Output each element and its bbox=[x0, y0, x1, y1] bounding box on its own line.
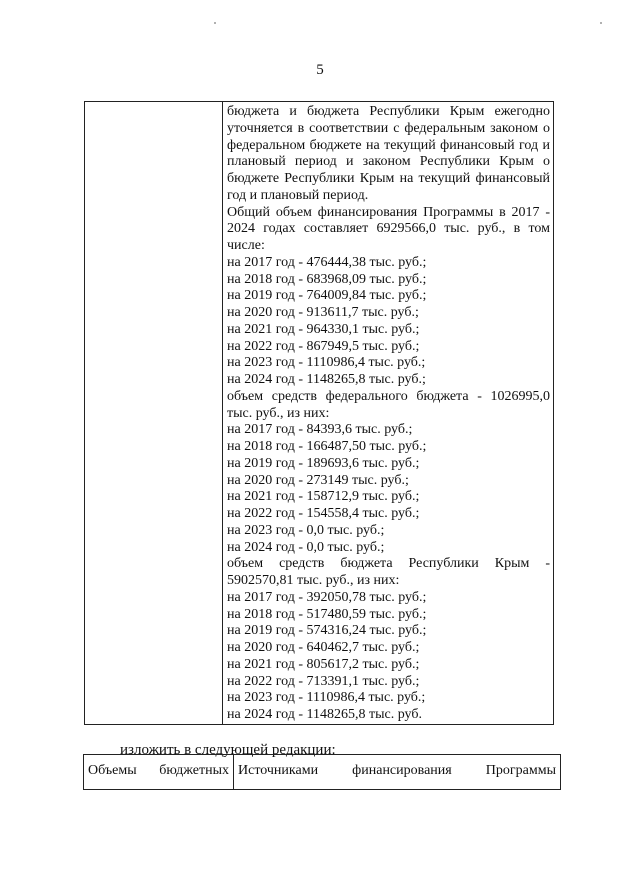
year-amount-line: на 2019 год - 764009,84 тыс. руб.; bbox=[227, 288, 427, 304]
cell-word: Объемы bbox=[88, 763, 137, 778]
crimea-funding-list bbox=[227, 590, 550, 724]
year-amount-line: на 2021 год - 805617,2 тыс. руб.; bbox=[227, 656, 420, 672]
year-amount-line: на 2017 год - 476444,38 тыс. руб.; bbox=[227, 254, 427, 270]
year-amount-line: на 2021 год - 158712,9 тыс. руб.; bbox=[227, 489, 420, 505]
intro-text: изложить в следующей редакции: bbox=[120, 742, 336, 758]
total-funding-list bbox=[227, 255, 550, 389]
year-amount-line: на 2023 год - 1110986,4 тыс. руб.; bbox=[227, 690, 426, 706]
year-amount-line: на 2017 год - 84393,6 тыс. руб.; bbox=[227, 422, 413, 438]
new-edition-right-cell bbox=[234, 755, 560, 789]
year-amount-line: на 2020 год - 273149 тыс. руб.; bbox=[227, 472, 409, 488]
new-edition-table bbox=[83, 754, 561, 790]
budget-clarification-paragraph: бюджета и бюджета Республики Крым ежегодно уточняется в соответствии с федеральным законом о федеральном бюджете на текущий финансовый год и плановый период и законом Республики Крым о бюджете Республики Крым на текущий финансовый год и плановый период. bbox=[227, 104, 550, 203]
year-amount-line: на 2024 год - 1148265,8 тыс. руб.; bbox=[227, 372, 426, 387]
year-amount-line: на 2020 год - 913611,7 тыс. руб.; bbox=[227, 305, 419, 320]
year-amount-line: на 2018 год - 166487,50 тыс. руб.; bbox=[227, 439, 427, 454]
cell-word: бюджетных bbox=[159, 763, 229, 778]
new-edition-left-cell bbox=[84, 755, 234, 789]
year-amount-line: на 2022 год - 154558,4 тыс. руб.; bbox=[227, 506, 420, 521]
scan-speck bbox=[214, 22, 216, 24]
year-amount-line: на 2019 год - 574316,24 тыс. руб.; bbox=[227, 623, 427, 639]
year-amount-line: на 2022 год - 867949,5 тыс. руб.; bbox=[227, 338, 420, 354]
crimea-funding-paragraph: объем средств бюджета Республики Крым - 5902570,81 тыс. руб., из них: bbox=[227, 556, 550, 588]
year-amount-line: на 2020 год - 640462,7 тыс. руб.; bbox=[227, 640, 420, 655]
scan-speck bbox=[600, 22, 602, 24]
year-amount-line: на 2017 год - 392050,78 тыс. руб.; bbox=[227, 589, 427, 605]
year-amount-line: на 2023 год - 0,0 тыс. руб.; bbox=[227, 522, 385, 538]
year-amount-line: на 2018 год - 683968,09 тыс. руб.; bbox=[227, 271, 427, 287]
federal-funding-paragraph: объем средств федерального бюджета - 1026995,0 тыс. руб., из них: bbox=[227, 388, 550, 421]
year-amount-line: на 2019 год - 189693,6 тыс. руб.; bbox=[227, 455, 420, 471]
table-left-cell bbox=[85, 102, 223, 724]
page-number: 5 bbox=[316, 62, 324, 78]
year-amount-line: на 2024 год - 0,0 тыс. руб.; bbox=[227, 539, 385, 555]
cell-word: финансирования bbox=[352, 763, 452, 778]
year-amount-line: на 2024 год - 1148265,8 тыс. руб. bbox=[227, 707, 422, 722]
year-amount-line: на 2021 год - 964330,1 тыс. руб.; bbox=[227, 321, 420, 337]
cell-word: Программы bbox=[485, 763, 556, 778]
year-amount-line: на 2022 год - 713391,1 тыс. руб.; bbox=[227, 673, 420, 689]
year-amount-line: на 2023 год - 1110986,4 тыс. руб.; bbox=[227, 355, 426, 371]
total-funding-paragraph: Общий объем финансирования Программы в 2017 - 2024 годах составляет 6929566,0 тыс. руб., в том числе: bbox=[227, 204, 550, 253]
cell-word: Источниками bbox=[238, 763, 319, 778]
year-amount-line: на 2018 год - 517480,59 тыс. руб.; bbox=[227, 606, 427, 622]
table-right-cell bbox=[223, 102, 553, 724]
program-table bbox=[84, 101, 554, 725]
federal-funding-list bbox=[227, 422, 550, 556]
